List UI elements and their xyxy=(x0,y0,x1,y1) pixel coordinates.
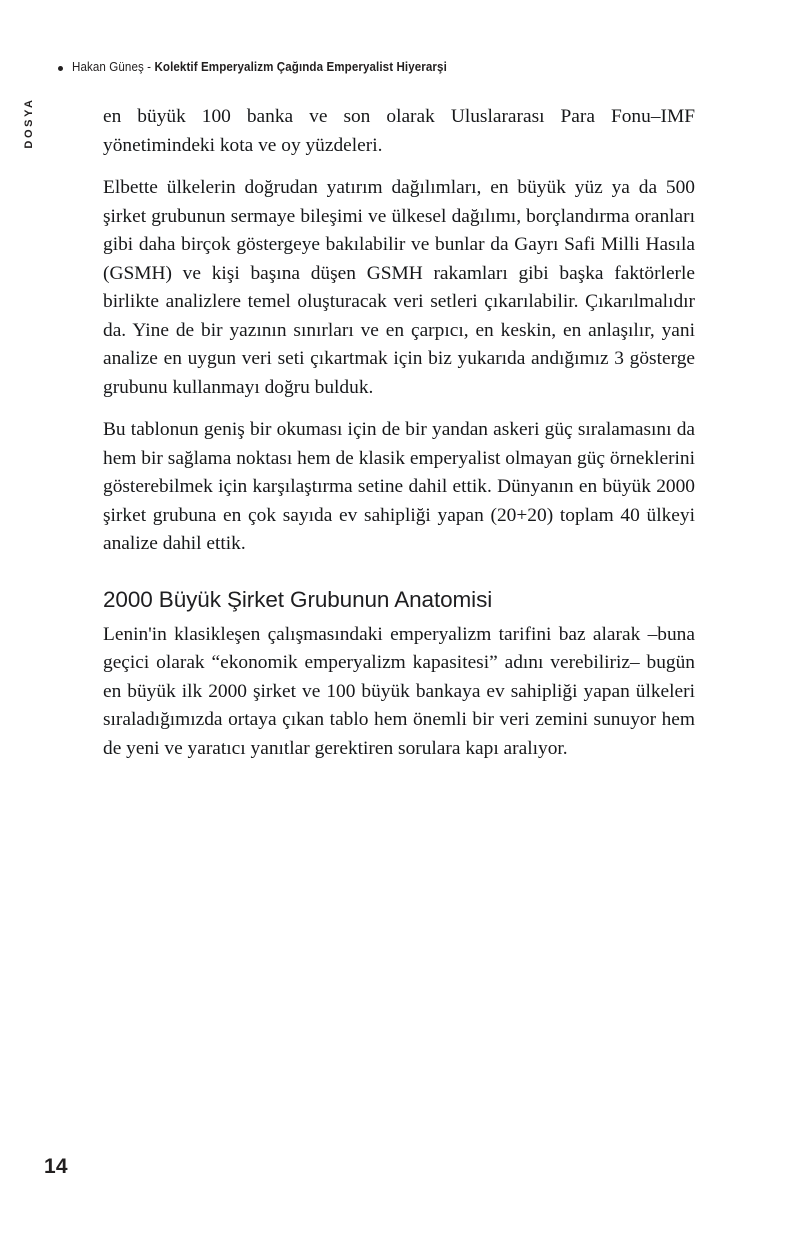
running-head-separator: - xyxy=(143,60,155,74)
section-tab-label: DOSYA xyxy=(23,97,35,149)
paragraph-continuation: en büyük 100 banka ve son olarak Uluslararası Para Fonu–IMF yönetimindeki kota ve oy yüzdeleri. xyxy=(103,106,695,156)
paragraph-indicators: Elbette ülkelerin doğrudan yatırım dağılımları, en büyük yüz ya da 500 şirket grubunun sermaye bileşimi ve ülkesel dağılımı, borçlandırma oranları gibi daha birçok göstergeye bakılabilir ve bunlar da Gayrı Safi Milli Hasıla (GSMH) ve kişi başına düşen GSMH rakamları gibi başka faktörlerle birlikte analizlere temel oluşturacak veri setleri çıkarılabilir. Çıkarılmalıdır da. Yine de bir yazının sınırları ve en çarpıcı, en keskin, en anlaşılır, yani analize en uygun veri seti çıkartmak için biz yukarıda andığımız 3 gösterge grubunu kullanmayı doğru bulduk. xyxy=(103,177,695,398)
section-tab xyxy=(0,95,88,157)
bullet-dot-icon xyxy=(58,66,63,71)
page-number: 14 xyxy=(44,1155,68,1178)
section-heading: 2000 Büyük Şirket Grubunun Anatomisi xyxy=(103,586,493,612)
paragraph-military-ranking: Bu tablonun geniş bir okuması için de bir yandan askeri güç sıralamasını da hem bir sağlama noktası hem de klasik emperyalist olmayan güç örneklerini gösterebilmek için karşılaştırma setine dahil ettik. Dünyanın en büyük 2000 şirket grubuna en çok sayıda ev sahipliği yapan (20+20) toplam 40 ülkeyi analize dahil ettik. xyxy=(103,419,695,554)
running-head-article-title: Kolektif Emperyalizm Çağında Emperyalist Hiyerarşi xyxy=(154,60,447,74)
running-head-text xyxy=(72,60,447,74)
running-head xyxy=(58,60,479,74)
text-column xyxy=(103,103,695,763)
paragraph-lenin: Lenin'in klasikleşen çalışmasındaki emperyalizm tarifini baz alarak –buna geçici olarak “ekonomik emperyalizm kapasitesi” adını verebiliriz– bugün en büyük ilk 2000 şirket ve 100 büyük bankaya ev sahipliği yapan ülkeleri sıraladığımızda ortaya çıkan tablo hem önemli bir veri zemini sunuyor hem de yeni ve yaratıcı yanıtlar gerektiren sorulara kapı aralıyor. xyxy=(103,623,695,759)
running-head-author: Hakan Güneş xyxy=(72,60,144,74)
